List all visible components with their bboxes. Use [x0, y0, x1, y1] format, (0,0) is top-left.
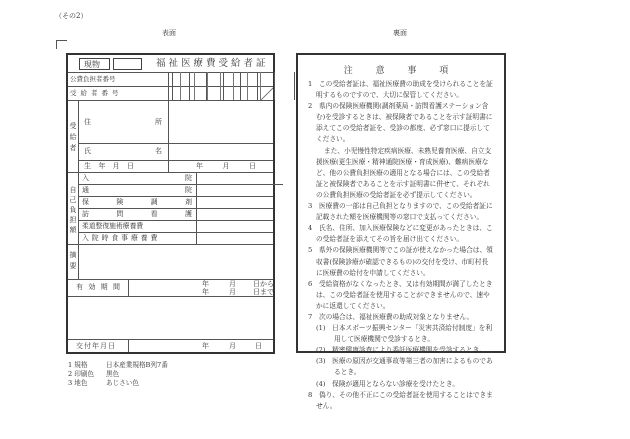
remarks-label: 摘要	[69, 251, 77, 270]
crop-mark	[56, 40, 67, 49]
note-1: 1 この受給者証は、福祉医療費の助成を受けられることを証明するものですので、大切に保管してください。	[308, 80, 493, 100]
spec-list	[68, 361, 168, 388]
payer-number-cells[interactable]	[168, 72, 273, 86]
address-label: 住 所	[84, 118, 162, 126]
note-2-continued: また、小児慢性特定疾病医療、未熟児養育医療、自立支援医療(更生医療・精神通院医療・育成医療)、難病医療など、他の公費負担医療の適用となる場合には、この受給者証と被保険者であることを示す証明書に併せて、それぞれの公費負担医療の受給者証を必ず提示してください。	[316, 146, 492, 199]
note-7-1: (1) 日本スポーツ振興センター「災害共済給付制度」を利用して医療機関で受診するとき。	[316, 324, 493, 344]
copay-item-visiting-nursing: 訪 問 看 護	[82, 210, 192, 218]
genbutsu-badge	[79, 58, 110, 70]
validity-from-year: 年	[202, 280, 209, 288]
recipient-group-label: 受給者	[69, 122, 77, 152]
copay-item-inpatient: 入 院	[82, 174, 192, 182]
note-7-2: (2) 精密健康診査により委託医療機関を受診するとき。	[316, 346, 486, 355]
note-6: 6 受給資格がなくなったとき、又は有効期間が満了したときは、この受給者証を使用することができませんので、速やかに返還してください。	[308, 279, 493, 310]
note-4: 4 氏名、住所、加入医療保険などに変更があったときは、この受給者証を添えてその旨を届け出てください。	[308, 224, 493, 244]
front-card	[66, 53, 275, 354]
badge-blank-box[interactable]	[113, 58, 142, 70]
card-title: 福祉医療費受給者証	[156, 58, 269, 69]
notes-title: 注 意 事 項	[343, 66, 459, 76]
validity-to-suffix: 日まで	[253, 288, 274, 296]
validity-from-suffix: 日から	[253, 280, 274, 288]
issue-month: 月	[229, 342, 236, 350]
copay-item-meal: 入院時食事療養費	[82, 234, 161, 242]
validity-label: 有 効 期 間	[76, 283, 120, 291]
note-8: 8 偽り、その他不正にこの受給者証を使用することはできません。	[308, 390, 493, 410]
spec-print-color: 2 印刷色 黒色	[68, 370, 120, 378]
spec-size: 1 規格 日本産業規格B列7番	[68, 361, 168, 369]
recipient-number-label: 受給者番号	[70, 89, 123, 97]
back-heading: 裏面	[393, 29, 407, 37]
page-label: （その2）	[55, 12, 88, 20]
copay-item-pharmacy: 保 険 調 剤	[82, 198, 192, 206]
copay-item-outpatient: 通 院	[82, 186, 192, 194]
birthdate-label: 生 年 月 日	[84, 162, 134, 170]
issue-day: 日	[255, 342, 262, 350]
notes-list	[308, 79, 494, 412]
note-7-3: (3) 医療の原因が交通事故等第三者の加害によるものであるとき。	[316, 357, 493, 377]
validity-to-year: 年	[202, 288, 209, 296]
name-label: 氏 名	[84, 147, 162, 155]
front-heading: 表面	[162, 29, 176, 37]
recipient-number-cells[interactable]	[168, 86, 273, 100]
back-card	[296, 53, 506, 410]
diagonal-strike-icon	[261, 86, 273, 100]
birthdate-value: 年 月 日	[196, 162, 256, 170]
issue-date-label: 交付年月日	[76, 342, 116, 350]
badge-label: 現物	[84, 60, 100, 69]
payer-number-label: 公費負担者番号	[70, 75, 116, 83]
validity-from-month: 月	[229, 280, 236, 288]
note-3: 3 医療費の一部は自己負担となりますので、この受給者証に記載された額を医療機関等の窓口で支払ってください。	[308, 202, 493, 222]
issue-year: 年	[202, 342, 209, 350]
note-7: 7 次の場合は、福祉医療費の助成対象となりません。	[308, 312, 474, 321]
note-5: 5 県外の保険医療機関等でこの証が使えなかった場合は、領収書(保険診療が確認できるもの)の交付を受け、市町村長に医療費の給付を申請してください。	[308, 246, 493, 277]
note-2: 2 県内の保険医療機関(調剤薬局・訪問看護ステーション含む)を受診するときは、被保険者であることを示す証明書に添えてこの受給者証を、受診の都度、必ず窓口に提示してください。	[308, 102, 493, 144]
validity-to-month: 月	[229, 288, 236, 296]
copay-item-judo: 柔道整復施術療養費	[82, 222, 144, 230]
note-7-4: (4) 保険が適用とならない診療を受けたとき。	[316, 379, 459, 388]
spec-background-color: 3 地色 あじさい色	[68, 379, 139, 387]
copay-group-label: 自己負担額	[69, 186, 77, 234]
